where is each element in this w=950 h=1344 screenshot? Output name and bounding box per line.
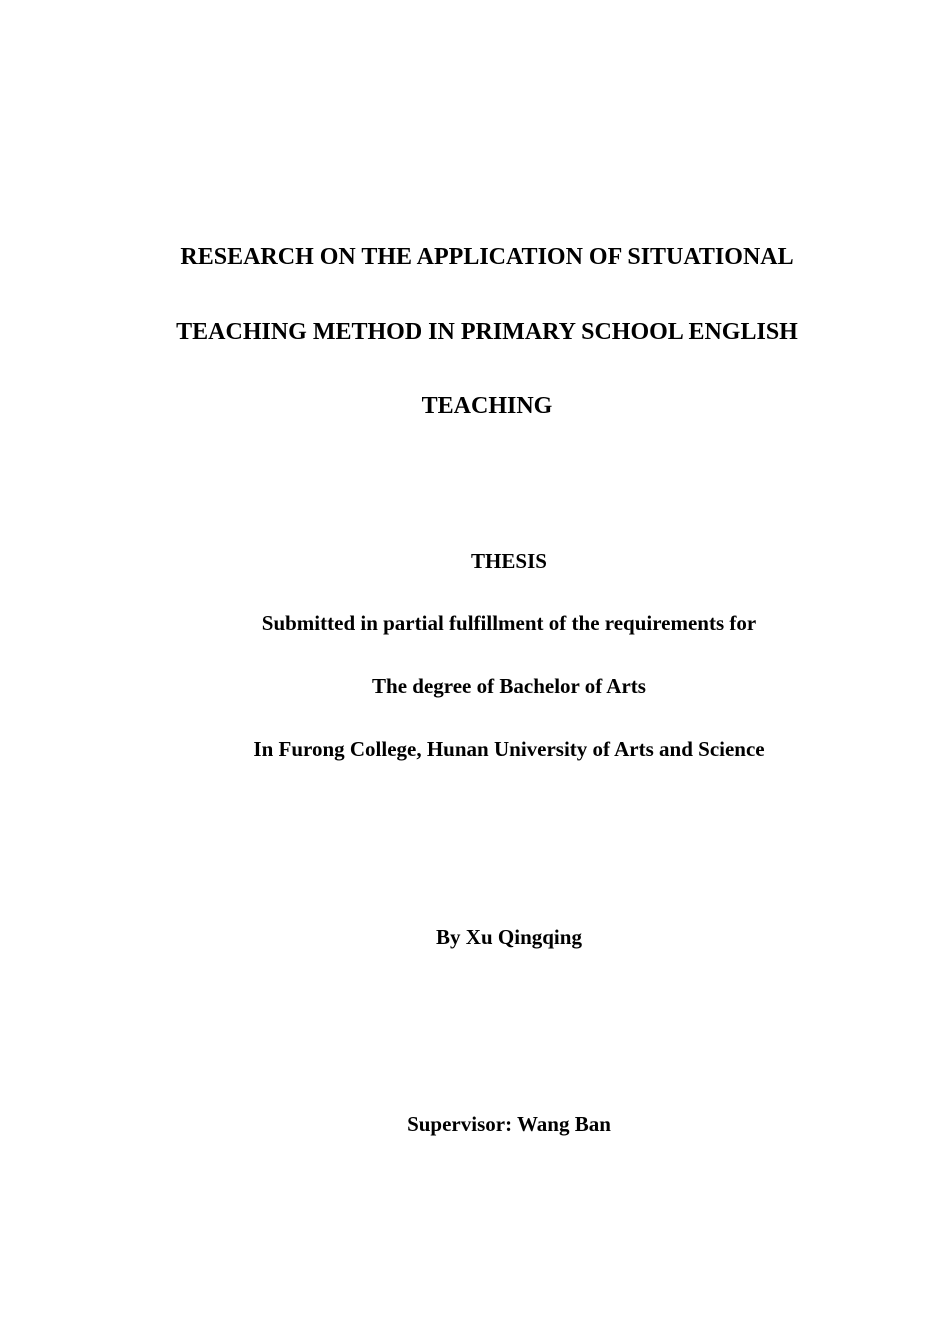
thesis-title-line-3: TEACHING bbox=[421, 393, 553, 419]
institution-line: In Furong College, Hunan University of Arts and Science bbox=[253, 737, 765, 761]
document-type-label: THESIS bbox=[471, 549, 547, 573]
author-line: By Xu Qingqing bbox=[436, 925, 582, 949]
thesis-title-line-1: RESEARCH ON THE APPLICATION OF SITUATIONAL bbox=[180, 244, 794, 270]
supervisor-line: Supervisor: Wang Ban bbox=[407, 1112, 611, 1136]
submission-statement-line-1: Submitted in partial fulfillment of the requirements for bbox=[261, 611, 757, 635]
thesis-title-line-2: TEACHING METHOD IN PRIMARY SCHOOL ENGLISH bbox=[176, 319, 798, 345]
degree-line: The degree of Bachelor of Arts bbox=[372, 674, 646, 698]
